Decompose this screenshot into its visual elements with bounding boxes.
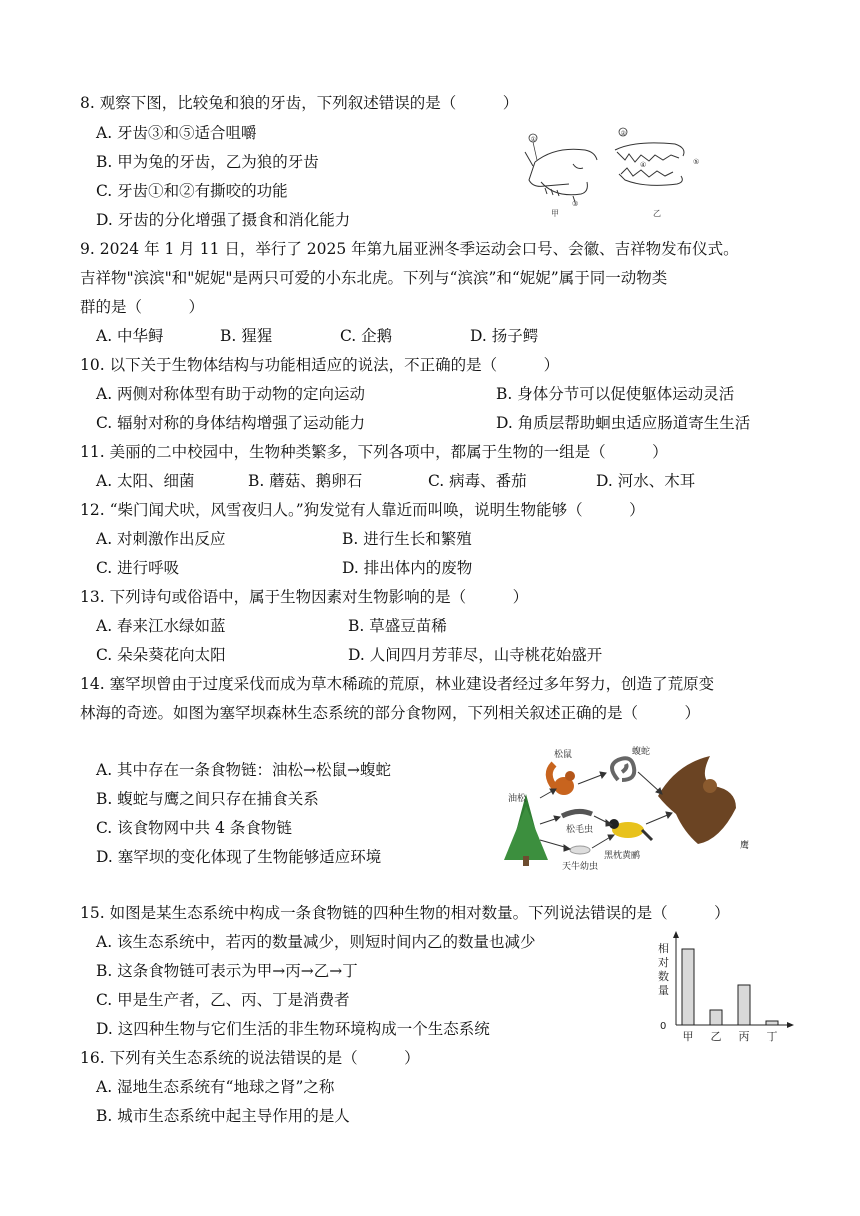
q15-option-c: C. 甲是生产者，乙、丙、丁是消费者	[96, 991, 350, 1009]
q10-stem: 10. 以下关于生物体结构与功能相适应的说法，不正确的是（ ）	[80, 356, 560, 374]
q11-stem: 11. 美丽的二中校园中，生物种类繁多，下列各项中，都属于生物的一组是（ ）	[80, 443, 668, 461]
label-larva: 天牛幼虫	[562, 862, 599, 872]
caterpillar-illustration	[562, 811, 592, 816]
chart-x-tick-label: 乙	[710, 1030, 722, 1043]
q15-option-a: A. 该生态系统中，若丙的数量减少，则短时间内乙的数量也减少	[96, 933, 536, 951]
chart-ylabel-char: 数	[658, 970, 669, 983]
q11-option-b: B. 蘑菇、鹅卵石	[248, 472, 363, 490]
chart-bars	[682, 949, 778, 1025]
q12-option-d: D. 排出体内的废物	[342, 559, 473, 577]
q15-option-b: B. 这条食物链可表示为甲→丙→乙→丁	[96, 962, 358, 980]
q10-option-d: D. 角质层帮助蛔虫适应肠道寄生生活	[496, 414, 751, 432]
q8-stem: 8. 观察下图，比较兔和狼的牙齿，下列叙述错误的是（ ）	[80, 94, 519, 112]
snake-illustration	[612, 758, 634, 780]
label-squirrel: 松鼠	[554, 750, 573, 760]
chart-x-tick-label: 丙	[738, 1030, 750, 1043]
fig-label-5: ⑤	[693, 158, 700, 166]
chart-bar-1	[710, 1010, 722, 1025]
chart-origin-label: 0	[660, 1021, 667, 1032]
teeth-figure	[515, 122, 715, 222]
eagle-illustration	[658, 756, 736, 844]
chart-bar-2	[738, 985, 750, 1025]
fig-label-4: ④	[640, 161, 647, 169]
q9-option-d: D. 扬子鳄	[470, 327, 539, 345]
wolf-jaw-illustration	[615, 143, 684, 185]
label-snake: 蝮蛇	[632, 747, 651, 757]
label-eagle: 鹰	[740, 841, 750, 851]
q16-stem: 16. 下列有关生态系统的说法错误的是（ ）	[80, 1049, 420, 1067]
q9-stem-line2: 吉祥物"滨滨"和"妮妮"是两只可爱的小东北虎。下列与“滨滨”和“妮妮”属于同一动物类	[80, 269, 668, 287]
q8-option-d: D. 牙齿的分化增强了摄食和消化能力	[96, 211, 351, 229]
q16-option-b: B. 城市生态系统中起主导作用的是人	[96, 1107, 350, 1125]
q13-stem: 13. 下列诗句或俗语中，属于生物因素对生物影响的是（ ）	[80, 588, 529, 606]
q12-option-a: A. 对刺激作出反应	[96, 530, 226, 548]
q14-stem-line1: 14. 塞罕坝曾由于过度采伐而成为草木稀疏的荒原，林业建设者经过多年努力，创造了荒原变	[80, 675, 715, 693]
chart-ylabel-char: 对	[658, 956, 669, 969]
q12-option-b: B. 进行生长和繁殖	[342, 530, 472, 548]
q12-stem: 12. “柴门闻犬吠，风雪夜归人。”狗发觉有人靠近而叫唤，说明生物能够（ ）	[80, 501, 645, 519]
chart-x-ticks	[683, 1030, 778, 1043]
q9-option-b: B. 猩猩	[220, 327, 273, 345]
chart-x-axis-arrow	[787, 1022, 794, 1028]
label-oriole: 黑枕黄鹂	[604, 851, 641, 861]
fig-label-1: ①	[530, 136, 536, 143]
q10-option-b: B. 身体分节可以促使躯体运动灵活	[496, 385, 735, 403]
relative-quantity-chart	[640, 930, 810, 1050]
q9-stem-line3: 群的是（ ）	[80, 298, 205, 316]
q15-option-d: D. 这四种生物与它们生活的非生物环境构成一个生态系统	[96, 1020, 490, 1038]
chart-ylabel-char: 量	[658, 984, 669, 997]
q14-option-d: D. 塞罕坝的变化体现了生物能够适应环境	[96, 848, 382, 866]
chart-y-axis-arrow	[673, 931, 679, 938]
q9-option-a: A. 中华鲟	[96, 327, 164, 345]
chart-ylabel-group	[658, 941, 669, 997]
chart-ylabel-char: 相	[658, 942, 669, 955]
chart-x-tick-label: 丁	[766, 1030, 778, 1043]
oriole-illustration	[609, 819, 652, 840]
q11-option-d: D. 河水、木耳	[596, 472, 696, 490]
fig-label-jia: 甲	[551, 209, 559, 218]
label-caterpillar: 松毛虫	[566, 825, 594, 835]
q10-option-a: A. 两侧对称体型有助于动物的定向运动	[96, 385, 366, 403]
q9-stem-line1: 9. 2024 年 1 月 11 日，举行了 2025 年第九届亚洲冬季运动会口号、会徽、吉祥物发布仪式。	[80, 240, 739, 258]
fig-label-3: ③	[572, 200, 579, 208]
q10-option-c: C. 辐射对称的身体结构增强了运动能力	[96, 414, 366, 432]
food-web-figure	[500, 744, 750, 874]
fig-label-yi: 乙	[653, 209, 661, 218]
chart-bar-0	[682, 949, 694, 1025]
q8-option-b: B. 甲为兔的牙齿，乙为狼的牙齿	[96, 153, 319, 171]
q9-option-c: C. 企鹅	[340, 327, 393, 345]
q13-option-a: A. 春来江水绿如蓝	[96, 617, 226, 635]
label-pine: 油松	[508, 794, 527, 804]
chart-bar-3	[766, 1021, 778, 1025]
q13-option-b: B. 草盛豆苗稀	[348, 617, 447, 635]
q11-option-a: A. 太阳、细菌	[96, 472, 195, 490]
q15-stem: 15. 如图是某生态系统中构成一条食物链的四种生物的相对数量。下列说法错误的是（ ）	[80, 904, 730, 922]
q13-option-d: D. 人间四月芳菲尽，山寺桃花始盛开	[348, 646, 603, 664]
q13-option-c: C. 朵朵葵花向太阳	[96, 646, 226, 664]
q14-option-a: A. 其中存在一条食物链：油松→松鼠→蝮蛇	[96, 761, 392, 779]
rabbit-skull-illustration	[525, 149, 597, 202]
q12-option-c: C. 进行呼吸	[96, 559, 180, 577]
pine-tree-illustration	[504, 794, 548, 866]
larva-illustration	[570, 846, 590, 854]
q14-option-c: C. 该食物网中共 4 条食物链	[96, 819, 292, 837]
fig-label-2: ②	[620, 130, 626, 137]
chart-x-tick-label: 甲	[682, 1030, 694, 1043]
q14-stem-line2: 林海的奇迹。如图为塞罕坝森林生态系统的部分食物网，下列相关叙述正确的是（ ）	[80, 704, 701, 722]
q14-option-b: B. 蝮蛇与鹰之间只存在捕食关系	[96, 790, 319, 808]
q8-option-a: A. 牙齿③和⑤适合咀嚼	[96, 124, 257, 142]
q11-option-c: C. 病毒、番茄	[428, 472, 527, 490]
q16-option-a: A. 湿地生态系统有“地球之肾”之称	[96, 1078, 335, 1096]
q8-option-c: C. 牙齿①和②有撕咬的功能	[96, 182, 288, 200]
